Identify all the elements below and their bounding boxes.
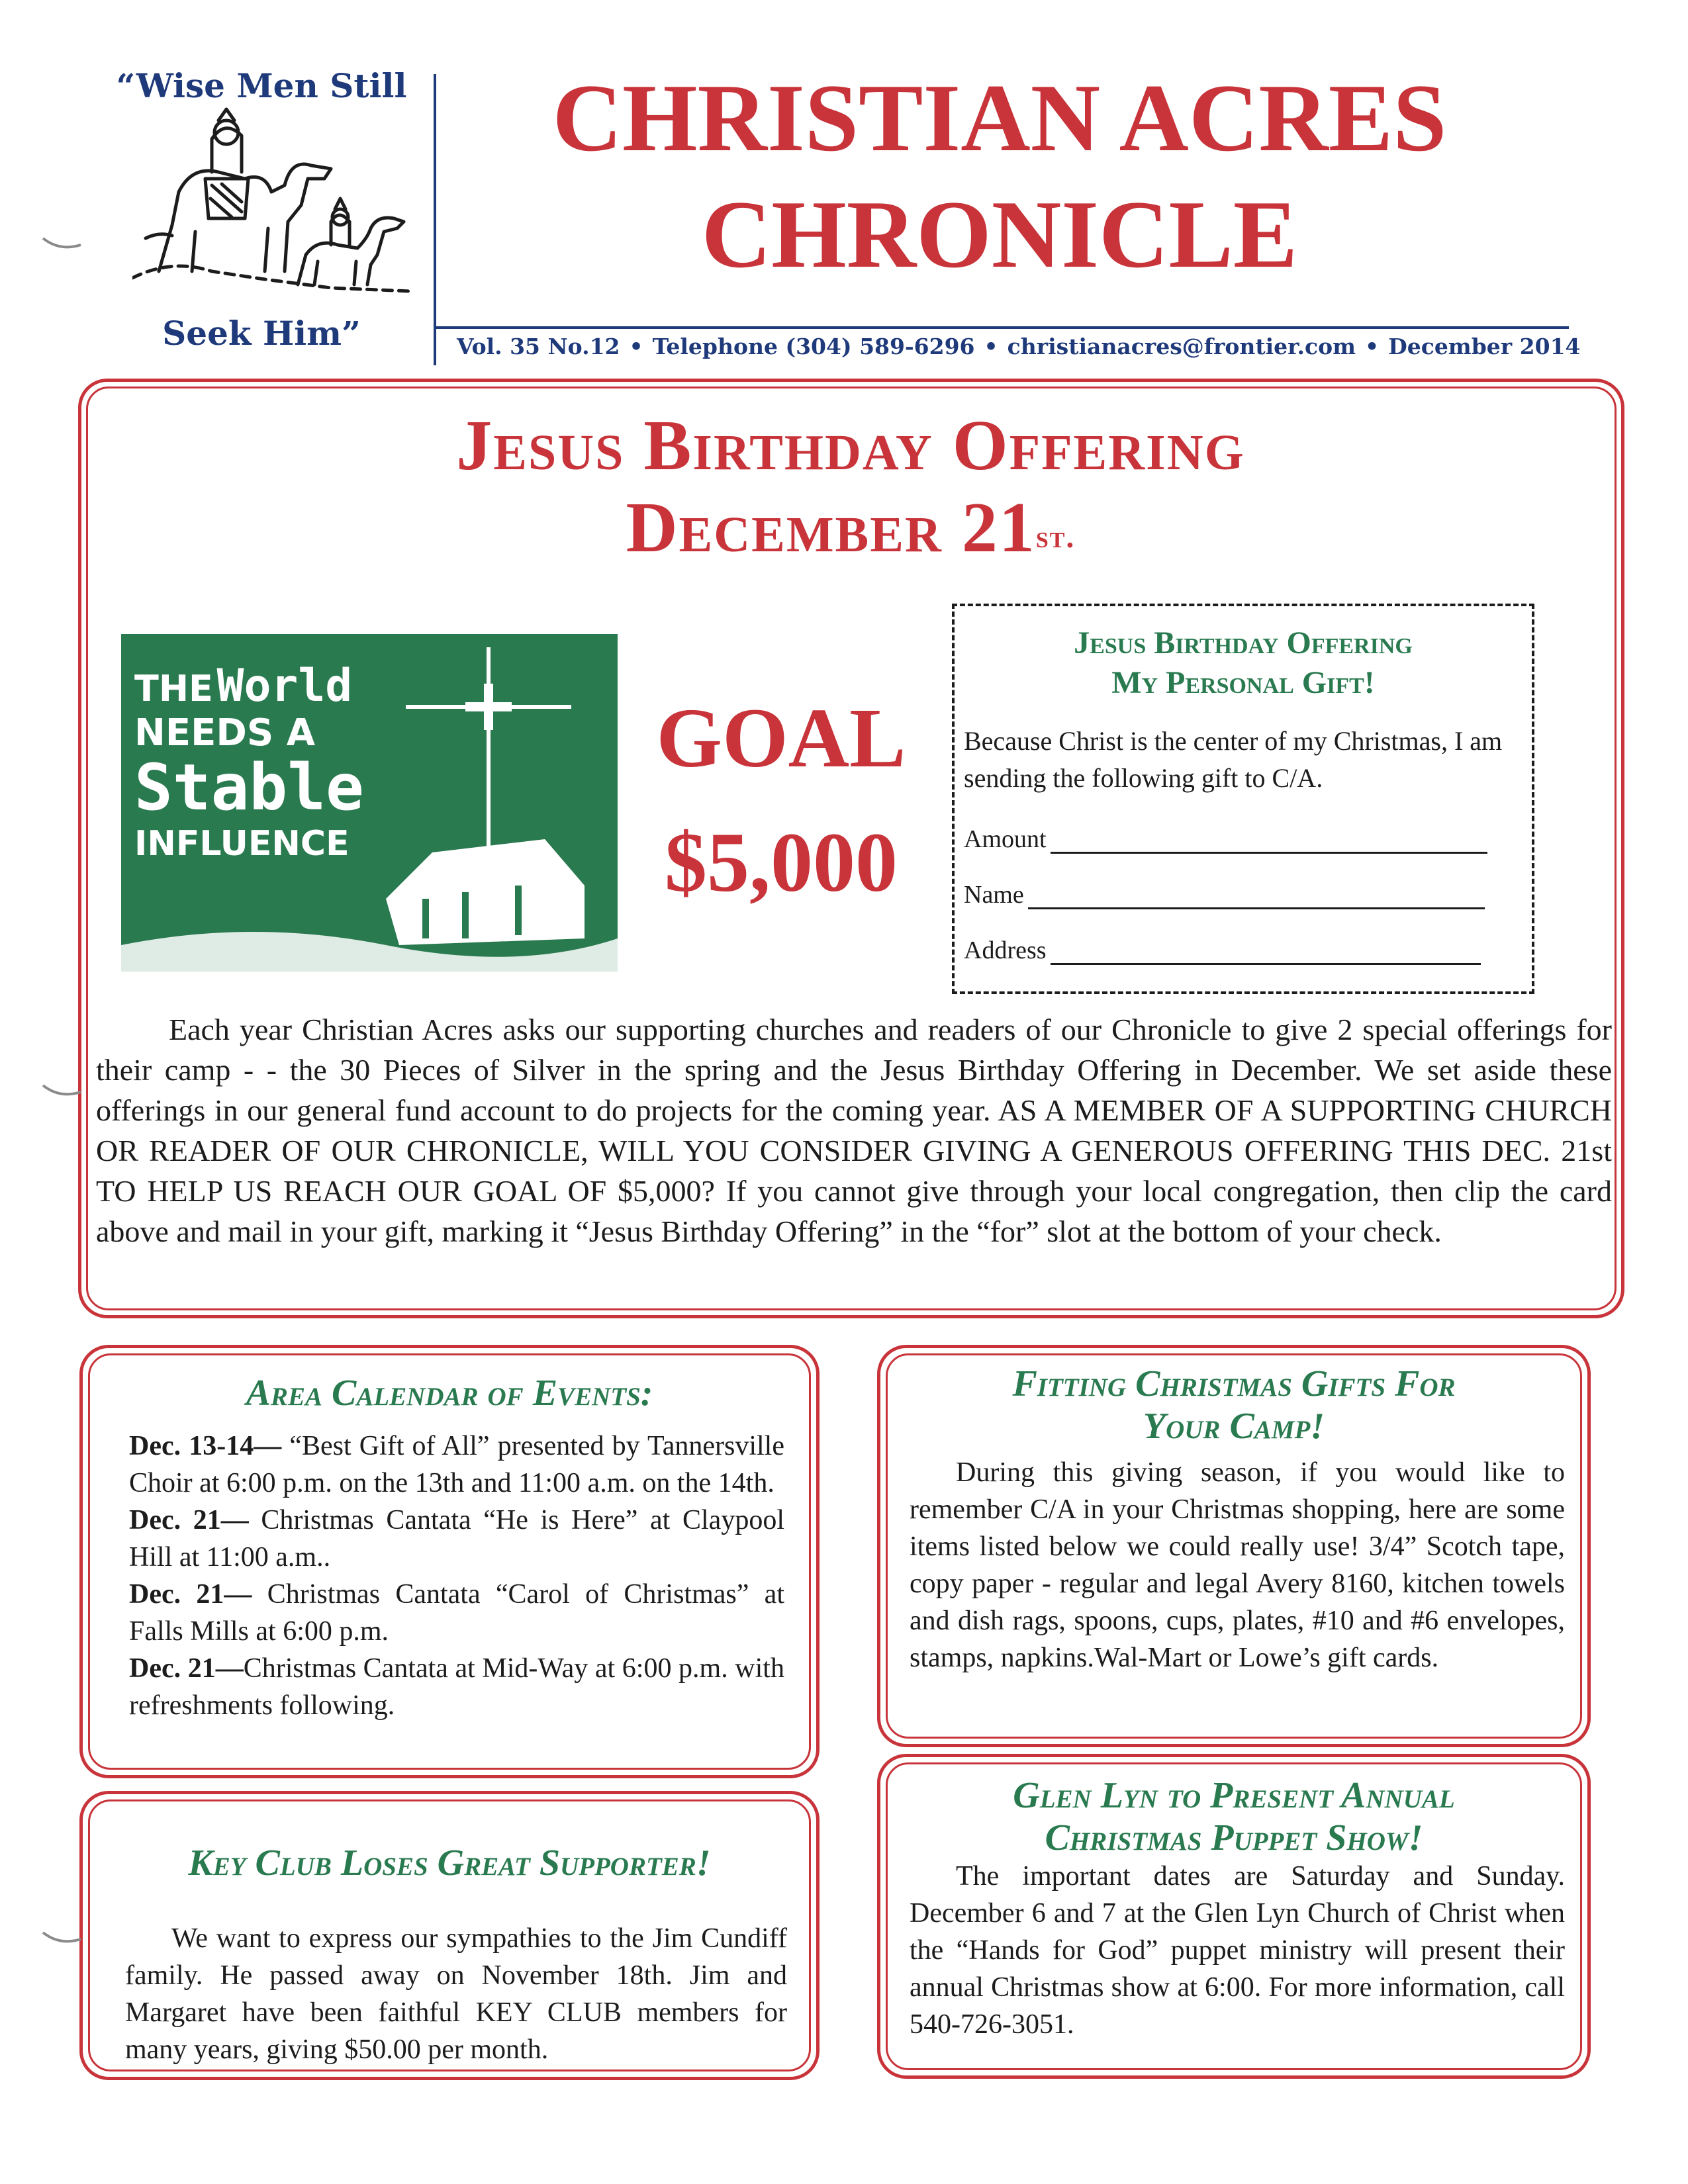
name-field[interactable] [964,880,1485,909]
header-vertical-rule [434,74,436,365]
gifts-body [910,1454,1565,1676]
calendar-frame [79,1345,820,1778]
motto-bottom: Seek Him” [162,314,361,353]
goal-amount: $5,000 [665,815,898,909]
gifts-title-line2: Your Camp! [1143,1406,1325,1447]
address-label: Address [964,936,1047,964]
masthead-title [450,60,1549,293]
event-date: Dec. 13-14— [129,1431,282,1461]
amount-field[interactable] [964,825,1487,854]
header-horizontal-rule [434,326,1569,329]
event-text: Christmas Cantata “Carol of Christmas” at Falls Mills at 6:00 p.m. [129,1579,784,1647]
separator-dot: • [1365,334,1380,359]
keyclub-frame [79,1791,820,2080]
masthead-line2: CHRONICLE [701,181,1298,288]
keyclub-body [125,1920,787,2068]
personal-gift-card [952,604,1534,994]
event-text: “Best Gift of All” presented by Tannersville Choir at 6:00 p.m. on the 13th and 11:00 a.m. on the 14th. [129,1431,784,1498]
calendar-event [129,1428,784,1502]
gifts-title-line1: Fitting Christmas Gifts For [1012,1363,1456,1404]
binder-hole-mark [40,1919,86,1959]
offering-title-line1: Jesus Birthday Offering [456,406,1245,485]
calendar-title: Area Calendar of Events: [246,1373,653,1414]
binder-hole-mark [40,225,86,265]
event-text: Christmas Cantata “He is Here” at Claypool Hill at 11:00 a.m.. [129,1505,784,1572]
wise-men-camels-illustration [132,106,424,304]
gifts-frame [877,1345,1591,1747]
address-field[interactable] [964,936,1481,965]
keyclub-title: Key Club Loses Great Supporter! [188,1843,711,1884]
calendar-event [129,1576,784,1650]
gifts-title [880,1363,1587,1447]
offering-title [93,405,1609,569]
separator-dot: • [629,334,643,359]
volume: Vol. 35 No.12 [457,334,620,359]
email: christianacres@frontier.com [1007,334,1356,359]
telephone: Telephone (304) 589-6296 [652,334,975,359]
calendar-events [129,1428,784,1724]
puppet-body [910,1858,1565,2043]
offering-body-text: Each year Christian Acres asks our supporting churches and readers of our Chronicle to give 2 special offerings for their camp - - the 30 Pieces of Silver in the spring and the Jesus Birthday Offering in December. We set aside these offerings in our general fund account to do projects for the coming year. AS A MEMBER OF A SUPPORTING CHURCH OR READER OF OUR CHRONICLE, WILL YOU CONSIDER GIVING A GENEROUS OFFERING THIS DEC. 21st TO HELP US REACH OUR GOAL OF $5,000? If you cannot give through your local congregation, then clip the card above and mail in your gift, marking it “Jesus Birthday Offering” in the “for” slot at the bottom of your check. [96,1013,1612,1248]
offering-body [96,1009,1612,1251]
info-bar [457,334,1581,359]
name-label: Name [964,881,1024,909]
card-body: Because Christ is the center of my Christmas, I am sending the following gift to C/A. [964,726,1503,793]
puppet-title-line1: Glen Lyn to Present Annual [1013,1775,1455,1816]
poster-line1: THE [134,668,213,709]
binder-hole-mark [40,1072,86,1112]
poster-line4: Stable [134,751,364,825]
card-title-line2: My Personal Gift! [1111,665,1375,700]
card-title [955,623,1532,703]
poster-line2: World [216,660,353,712]
puppet-title-line2: Christmas Puppet Show! [1045,1817,1423,1858]
issue-date: December 2014 [1388,334,1581,359]
puppet-title [880,1774,1587,1859]
card-title-line1: Jesus Birthday Offering [1074,625,1413,660]
goal-label: GOAL [656,691,906,785]
puppet-body-text: The important dates are Saturday and Sunday. December 6 and 7 at the Glen Lyn Church of Christ when the “Hands for God” puppet ministry will present their annual Christmas show at 6:00. For more information, call 540-726-3051. [910,1861,1565,2040]
offering-title-line2 [93,487,1609,569]
amount-label: Amount [964,825,1047,853]
poster-line3: NEEDS A [134,711,316,754]
poster-line5: INFLUENCE [134,824,350,864]
gifts-body-text: During this giving season, if you would like to remember C/A in your Christmas shopping, here are some items listed below we could really use! 3/4” Scotch tape, copy paper - regular and legal Avery 8160, kitchen towels and dish rags, spoons, cups, plates, #10 and #6 envelopes, stamps, napkins.Wal-Mart or Lowe’s gift cards. [910,1457,1565,1673]
keyclub-body-text: We want to express our sympathies to the Jim Cundiff family. He passed away on November 18th. Jim and Margaret have been faithful KEY CLUB members for many years, giving $50.00 per month. [125,1923,787,2065]
stable-influence-poster [121,634,618,972]
calendar-event [129,1650,784,1724]
motto-top: “Wise Men Still [116,66,407,105]
event-date: Dec. 21— [129,1579,252,1610]
goal-block [622,688,940,912]
masthead-line1: CHRISTIAN ACRES [552,64,1447,171]
offering-title-sup: st. [1035,520,1076,555]
offering-title-date: December 21 [626,488,1036,567]
event-text: Christmas Cantata at Mid-Way at 6:00 p.m. with refreshments following. [129,1653,784,1721]
calendar-event [129,1502,784,1576]
event-date: Dec. 21— [129,1505,249,1535]
separator-dot: • [984,334,998,359]
star-and-stable-icon [121,634,618,972]
event-date: Dec. 21— [129,1653,244,1684]
puppet-frame [877,1754,1591,2079]
